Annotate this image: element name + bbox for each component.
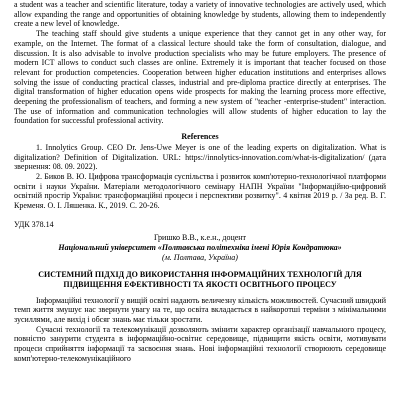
author-line	[14, 233, 386, 243]
body-paragraph-en: The teaching staff should give students a unique experience that they cannot get in any other way, for example, on the Internet. The format of a classical lecture should take the form of consultation, dialogue, and discussion. It is also advisable to involve production specialists who may be future employers. The presence of modern ICT allows to conduct such classes are online. Extremely it is important that teacher focused on those relevant for production competencies. Cooperation between higher education institutions and enterprises allows solving the issue of conducting practical classes, industrial and pre-diploma practice directly at enterprises. The digital transformation of higher education opens wide prospects for making the learning process more effective, deepening the professionalism of teachers, and forming a new system of "teacher -enterprise-student" interaction. The use of information and communication technologies will allow students of higher education to lay the foundation for successful professional activity.	[14, 29, 386, 126]
affiliation: Національний університет «Полтавська політехніка імені Юрія Кондратюка»	[58, 243, 342, 253]
reference-item: 2. Биков В. Ю. Цифрова трансформація суспільства і розвиток комп'ютерно-технологічної платформи освіти і науки України. Матеріали методологічного семінару НАПН України "Інформаційно-цифровий освітній простір України: трансформаційні процеси і перспективи розвитку". 4 квітня 2019 р. / За ред. В. Г. Кременя. О. І. Ляшенка. К., 2019. С. 20-26.	[14, 171, 386, 211]
udc-code: УДК 378.14	[14, 219, 54, 229]
body-paragraph-ua: Сучасні технології та телекомунікації дозволяють змінити характер організації навчального процесу, повністю занурити студента в інформаційно-освітнє середовище, підвищити якість освіти, мотивувати процеси сприйняття інформації та засвоєння знань. Нові інформаційні технології створюють середовище комп'ютерно-телекомунікаційного	[14, 324, 386, 363]
article-title: СИСТЕМНИЙ ПІДХІД ДО ВИКОРИСТАННЯ ІНФОРМАЦІЙНИХ ТЕХНОЛОГІЙ ДЛЯ ПІДВИЩЕННЯ ЕФЕКТИВНОСТІ ТА ЯКОСТІ ОСВІТНЬОГО ПРОЦЕСУ	[38, 269, 362, 289]
top-paragraph: a student was a teacher and scientific literature, today a variety of innovative technologies are actively used, which allow expanding the range and opportunities of obtaining knowledge by students, allowing them to independently create a new level of knowledge.	[14, 0, 386, 29]
references-heading: References	[181, 132, 219, 142]
body-paragraph-ua: Інформаційні технології у вищій освіті надають величезну кількість можливостей. Сучасний швидкий темп життя змушує нас звернути увагу на те, що освіта вкладається в найкоротші терміни з мінімальними зусиллями, але вихід і обсяг знань має тільки зростати.	[14, 295, 386, 324]
author-name: Гришко В.В., к.е.н., доцент	[153, 233, 247, 243]
reference-item: 1. Innolytics Group. CEO Dr. Jens-Uwe Meyer is one of the leading experts on digitalization. What is digitalization? Definition of Digitalization. URL: https://innolytics-innovation.com/what-is-digitalization/ (дата звернення: 08. 09. 2022).	[14, 142, 386, 172]
affiliation-city: (м. Полтава, Україна)	[162, 252, 238, 262]
